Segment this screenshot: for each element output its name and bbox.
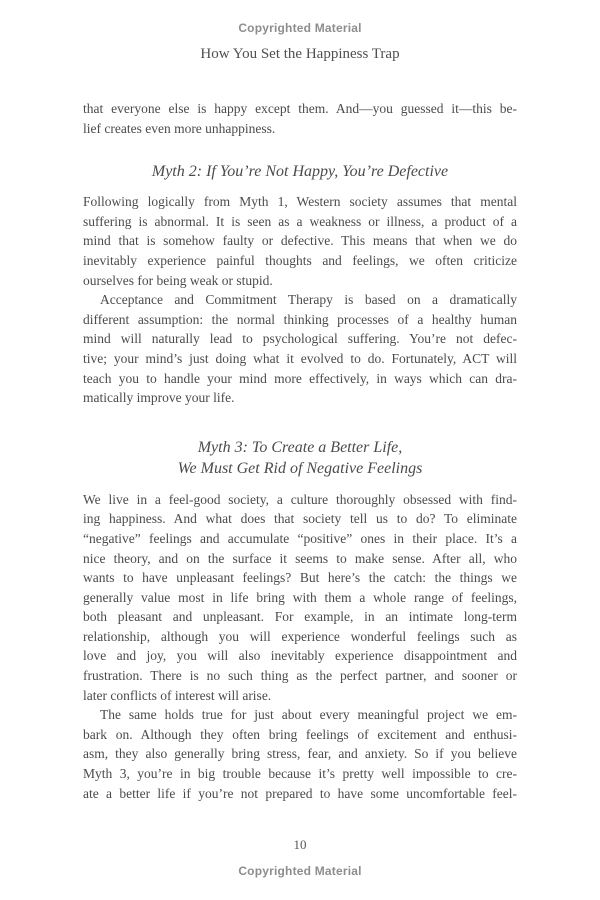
paragraph-intro-continuation	[83, 99, 517, 138]
body-text-line: teach you to handle your mind more effectively, in ways which can dra-	[83, 370, 517, 386]
body-text-line: ourselves for being weak or stupid.	[83, 272, 273, 288]
body-text-line: ing happiness. And what does that society tell us to do? To eliminate	[83, 511, 517, 527]
body-text-line: relationship, although you will experience wonderful feelings such as	[83, 628, 517, 644]
body-text-line: inevitably experience painful thoughts and feelings, we often criticize	[83, 252, 517, 268]
body-text-line: mind that is somehow faulty or defective. This means that when we do	[83, 233, 517, 249]
body-text-line: frustration. There is no such thing as the perfect partner, and sooner or	[83, 668, 517, 684]
body-text-line: suffering is abnormal. It is seen as a weakness or illness, a product of a	[83, 213, 517, 229]
body-text-line: Myth 3, you’re in big trouble because it’s pretty well impossible to cre-	[83, 766, 517, 782]
body-text-line: both pleasant and unpleasant. For example, in an intimate long-term	[83, 609, 517, 625]
body-text-line: matically improve your life.	[83, 390, 235, 406]
body-text-line: later conflicts of interest will arise.	[83, 687, 272, 703]
body-text-line: lief creates even more unhappiness.	[83, 120, 276, 136]
body-text-line: mind will naturally lead to psychological suffering. You’re not defec-	[83, 331, 517, 347]
page-body-text	[83, 99, 517, 803]
body-text-line: We live in a feel-good society, a culture thoroughly obsessed with find-	[83, 491, 517, 507]
body-text-line: “negative” feelings and accumulate “positive” ones in their place. It’s a	[83, 530, 517, 546]
body-text-line: nice theory, and on the surface it seems to make sense. After all, who	[83, 550, 517, 566]
body-text-line: love and joy, you will also inevitably experience disappointment and	[83, 648, 517, 664]
page-number: 10	[293, 837, 307, 852]
copyright-notice-bottom: Copyrighted Material	[238, 864, 362, 878]
body-text-line: tive; your mind’s just doing what it evolved to do. Fortunately, ACT will	[83, 350, 517, 366]
body-text-line: that everyone else is happy except them. And—you guessed it—this be-	[83, 101, 517, 116]
body-text-line: The same holds true for just about every meaningful project we em-	[100, 707, 517, 723]
copyright-notice-top: Copyrighted Material	[238, 21, 362, 35]
body-text-line: asm, they also generally bring stress, fear, and anxiety. So if you believe	[83, 746, 517, 762]
myth-3-heading-line-2: We Must Get Rid of Negative Feelings	[177, 460, 423, 478]
myth-3-heading-line-1: Myth 3: To Create a Better Life,	[197, 438, 403, 456]
body-text-line: Following logically from Myth 1, Western society assumes that mental	[83, 194, 517, 210]
paragraph-myth3-1	[83, 490, 517, 706]
paragraph-myth2-2	[83, 290, 517, 408]
body-text-line: different assumption: the normal thinking processes of a healthy human	[83, 311, 517, 327]
paragraph-myth2-1	[83, 192, 517, 290]
paragraph-myth3-2	[83, 705, 517, 803]
body-text-line: ate a better life if you’re not prepared to have some uncomfortable feel-	[83, 785, 517, 801]
body-text-line: Acceptance and Commitment Therapy is based on a dramatically	[100, 292, 517, 308]
body-text-line: bark on. Although they often bring feelings of excitement and enthusi-	[83, 726, 517, 742]
body-text-line: wants to have unpleasant feelings? But here’s the catch: the things we	[83, 570, 517, 586]
myth-3-heading	[83, 437, 517, 480]
body-text-line: generally value most in life bring with them a whole range of feelings,	[83, 589, 517, 605]
running-header: How You Set the Happiness Trap	[200, 46, 400, 62]
myth-2-heading: Myth 2: If You’re Not Happy, You’re Defective	[151, 163, 449, 181]
